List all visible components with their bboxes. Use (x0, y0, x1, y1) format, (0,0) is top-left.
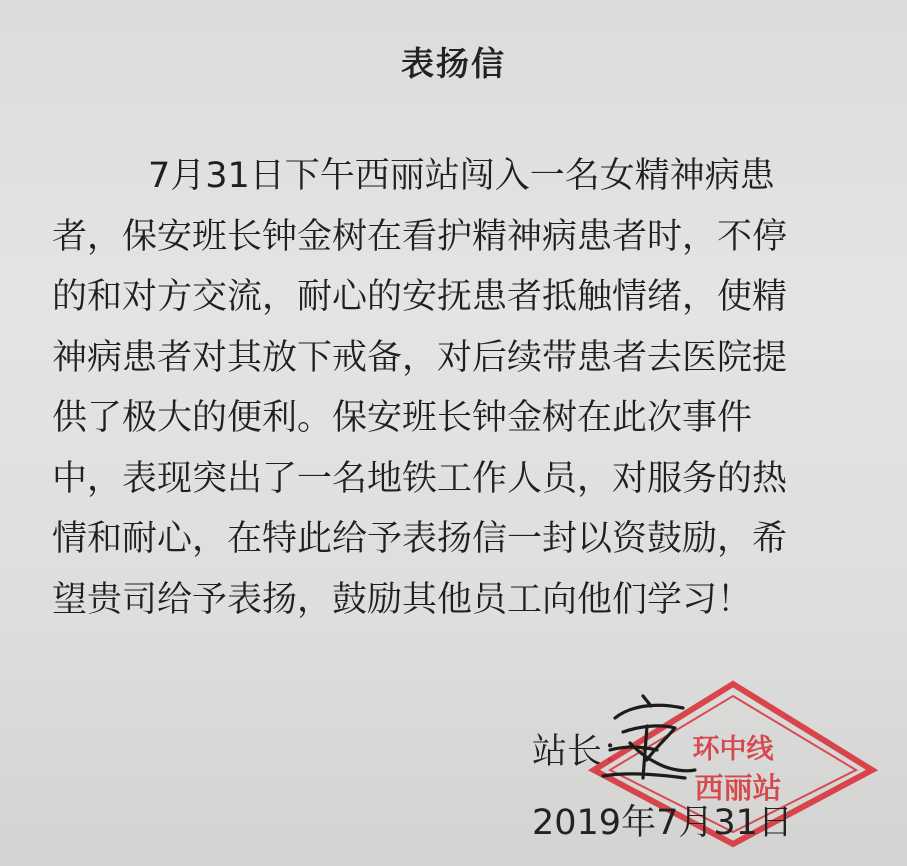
body-line-2: 者，保安班长钟金树在看护精神病患者时，不停 (52, 216, 788, 257)
letter-title: 表扬信 (401, 44, 506, 83)
signature-label: 站长： (532, 732, 638, 772)
body-line-1: 7月31日下午西丽站闯入一名女精神病患 (148, 156, 775, 196)
body-line-3: 的和对方交流，耐心的安抚患者抵触情绪，使精 (52, 277, 788, 317)
stamp-line-1: 环中线 (692, 734, 774, 765)
body-line-7: 情和耐心，在特此给予表扬信一封以资鼓励，希 (52, 519, 788, 559)
body-line-8: 望贵司给予表扬，鼓励其他员工向他们学习！ (52, 579, 753, 620)
handwritten-signature (585, 688, 705, 788)
body-line-6: 中，表现突出了一名地铁工作人员，对服务的热 (52, 458, 788, 499)
letter-body (52, 146, 862, 630)
letter-date: 2019年7月31日 (532, 803, 793, 843)
body-line-4: 神病患者对其放下戒备，对后续带患者去医院提 (52, 337, 788, 378)
stamp-line-2: 西丽站 (694, 771, 782, 805)
body-line-5: 供了极大的便利。保安班长钟金树在此次事件 (52, 398, 753, 438)
